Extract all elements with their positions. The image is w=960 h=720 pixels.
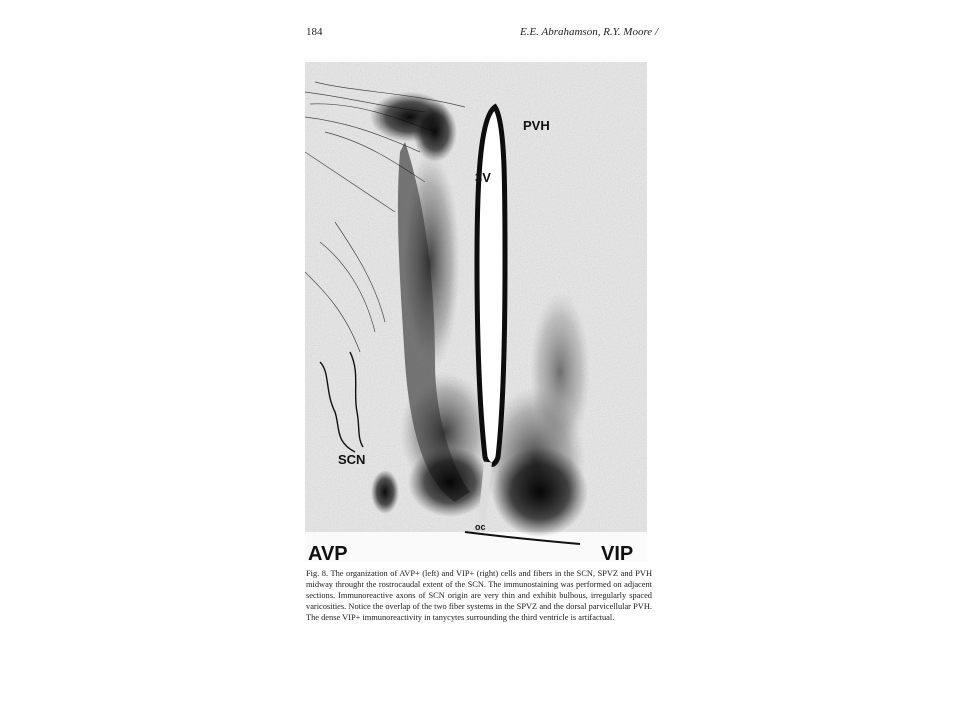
scn-left — [408, 447, 492, 517]
label-optic-chiasm: oc — [475, 522, 486, 532]
running-head: E.E. Abrahamson, R.Y. Moore / — [519, 26, 658, 38]
label-avp: AVP — [308, 543, 348, 562]
bottom-blank-strip — [305, 532, 647, 562]
label-third-ventricle: 3V — [475, 170, 491, 185]
micrograph-image — [305, 62, 647, 562]
label-scn: SCN — [338, 452, 366, 467]
page-header — [306, 26, 658, 42]
figure-caption: Fig. 8. The organization of AVP+ (left) and VIP+ (right) cells and fibers in the SCN, SPVZ and PVH midway throught the rostrocaudal extent of the SCN. The immunostaining was performed on adjacent sections. Immunoreactive axons of SCN origin are very thin and exhibit bulbous, irregularly spaced varicosities. Notice the overlap of the two fiber systems in the SPVZ and the dorsal parvicellular PVH. The dense VIP+ immunoreactivity in tanycytes surrounding the third ventricle is artifactual. — [306, 569, 652, 623]
scn-right — [492, 447, 588, 537]
label-vip: VIP — [601, 543, 634, 562]
page-number: 184 — [306, 26, 323, 38]
third-ventricle — [477, 107, 505, 465]
figure-micrograph — [305, 62, 647, 562]
label-pvh: PVH — [523, 118, 550, 133]
